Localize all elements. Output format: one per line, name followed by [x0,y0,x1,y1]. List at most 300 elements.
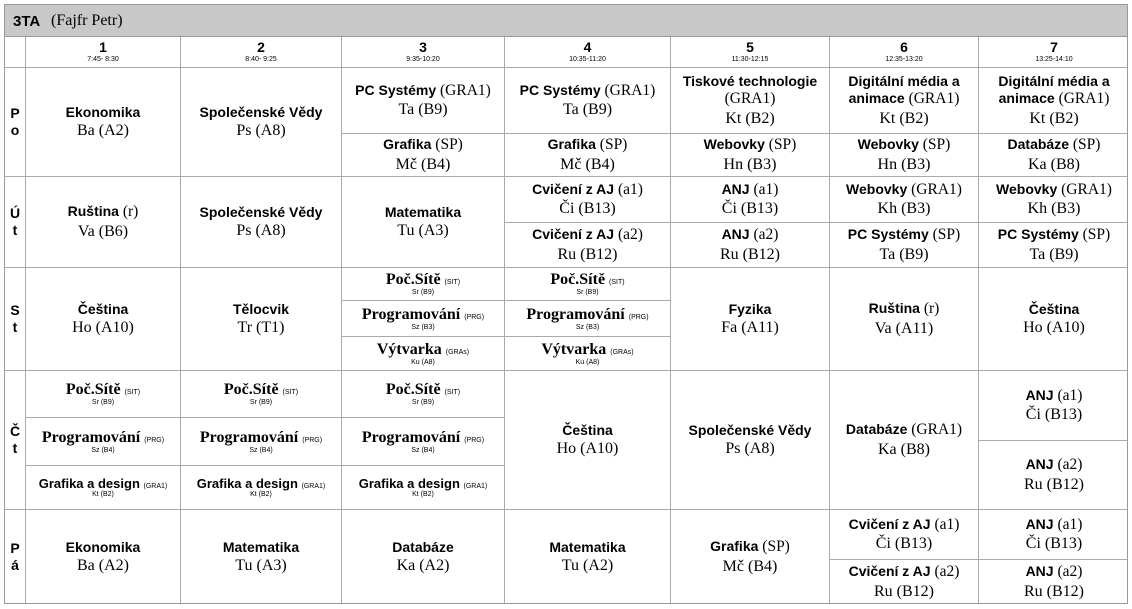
group-label: (a1) [617,180,643,198]
lesson-po_4a [505,68,671,134]
lesson-pa_7a [979,510,1128,560]
lesson-ut_6a [830,177,979,223]
lesson-ut_5a [671,177,830,223]
group-label: (r) [122,203,139,221]
lesson-st_6 [830,268,979,371]
subject-name [979,73,1128,108]
teacher-room: Ta (B9) [562,101,613,119]
subject-text: Programování [41,428,141,446]
lesson-po_1 [26,68,181,177]
teacher-room: Kt (B2) [725,109,775,127]
day-label-pa [5,510,26,604]
group-label: (GRA1) [724,90,776,107]
group-label: (SIT) [609,279,625,287]
lesson-st_4a [505,268,671,301]
subject-text: Grafika a design [196,475,298,491]
teacher-room: Či (B13) [875,535,933,553]
subject-name [849,516,960,535]
subject-text: Čeština [562,422,613,438]
teacher-room: Sz (B3) [575,323,600,331]
teacher-room: Tr (T1) [237,318,285,336]
period-time: 10:35-11:20 [569,56,606,64]
group-label: (a1) [753,180,779,198]
subject-name [532,226,643,245]
lesson-ut_7b [979,223,1128,268]
lesson-ct_4 [505,371,671,510]
teacher-room: Ru (B12) [1024,582,1084,600]
lesson-pa_4 [505,510,671,604]
subject-text: Ruština [868,300,920,317]
subject-name [998,226,1110,245]
teacher-room: Sr (B9) [576,289,599,297]
subject-text: Cvičení z AJ [848,563,931,580]
subject-text: Poč.Sítě [385,271,441,289]
group-label: (SP) [435,136,463,154]
group-label: (PRG) [628,313,649,321]
subject-text: Programování [526,305,625,323]
teacher-room: Ru (B12) [1024,475,1084,493]
lesson-ct_6 [830,371,979,510]
teacher-room: Ho (A10) [1023,318,1085,336]
subject-text: PC Systémy [519,81,601,98]
lesson-ct_5 [671,371,830,510]
teacher-room: Ru (B12) [720,245,780,263]
subject-name [722,226,779,245]
teacher-room: Hn (B3) [877,155,931,173]
subject-text: Cvičení z AJ [532,226,615,243]
subject-name [197,476,326,492]
subject-name [729,301,772,318]
subject-text: Výtvarka [376,340,442,358]
day-letter-2: t [12,440,18,456]
subject-text: Databáze [392,539,454,555]
teacher-room: Tu (A3) [397,221,449,239]
lesson-po_3b [342,134,505,177]
subject-text: Společenské Vědy [199,204,323,220]
group-label: (SP) [1072,136,1101,154]
period-header-4 [505,37,671,68]
group-label: (GRA1) [143,482,168,490]
lesson-pa_1 [26,510,181,604]
teacher-room: Ka (A2) [396,556,450,574]
group-label: (SP) [768,136,797,154]
teacher-room: Ru (B12) [557,245,618,263]
subject-name [68,203,139,222]
group-label: (a2) [617,226,643,244]
lesson-pa_5 [671,510,830,604]
lesson-st_4b [505,301,671,337]
teacher-room: Sr (B9) [411,399,435,407]
teacher-room: Ta (B9) [1029,245,1079,263]
subject-name [377,340,469,359]
subject-text: Matematika [384,204,462,220]
teacher-room: Kt (B2) [412,491,434,499]
subject-name [1029,301,1080,318]
teacher-room: Sr (B9) [411,289,435,297]
teacher-room: Ku (A8) [411,358,435,366]
subject-name [549,539,625,556]
subject-text: Grafika a design [358,475,460,491]
group-label: (SP) [1082,226,1111,244]
subject-text: PC Systémy [997,226,1079,243]
subject-text: Fyzika [728,301,772,317]
teacher-room: Sr (B9) [249,399,273,407]
group-label: (SIT) [282,389,299,397]
subject-text: Programování [361,428,461,446]
subject-name [386,380,460,399]
group-label: (r) [923,300,940,318]
subject-name [78,301,129,318]
lesson-st_3b [342,301,505,337]
subject-text: Ekonomika [65,104,141,120]
teacher-room: Va (B6) [77,222,129,240]
group-label: (a2) [753,226,779,244]
subject-name [1026,456,1083,475]
group-label: (PRG) [464,313,485,321]
subject-text: Poč.Sítě [223,381,279,399]
teacher-room: Ka (B8) [1028,155,1080,173]
lesson-ut_7a [979,177,1128,223]
subject-name [689,422,812,439]
subject-name [1026,563,1083,582]
subject-name [383,136,463,155]
subject-text: Tiskové technologie [682,73,818,90]
group-label: (a2) [1057,456,1083,474]
day-label-po [5,68,26,177]
lesson-po_6b [830,134,979,177]
lesson-po_4b [505,134,671,177]
group-label: (GRAs) [610,348,634,356]
lesson-po_6a [830,68,979,134]
period-number: 6 [900,39,908,56]
subject-text: Ruština [67,203,119,220]
subject-name [830,73,978,108]
subject-name [200,428,322,447]
subject-name [858,136,951,155]
lesson-po_2 [181,68,342,177]
teacher-room: Či (B13) [721,200,779,218]
lesson-st_2 [181,268,342,371]
group-label: (a1) [1057,386,1083,404]
period-number: 3 [419,39,427,56]
teacher-room: Či (B13) [1025,406,1083,424]
lesson-pa_6a [830,510,979,560]
teacher-room: Va (A11) [874,319,934,337]
lesson-ct_3a [342,371,505,418]
lesson-ct_3c [342,466,505,510]
subject-text: ANJ [1025,456,1054,473]
subject-name [392,539,453,556]
subject-name [66,380,140,399]
period-time: 12:35-13:20 [885,56,923,64]
day-letter-1: Č [9,423,21,440]
period-header-6 [830,37,979,68]
lesson-ct_7b [979,441,1128,510]
subject-name [1026,516,1083,535]
lesson-pa_2 [181,510,342,604]
teacher-room: Sz (B4) [91,446,115,454]
teacher-room: Kh (B3) [877,200,931,218]
subject-text: Čeština [77,301,129,317]
subject-text: Programování [361,305,461,323]
lesson-ct_1c [26,466,181,510]
subject-name [66,104,141,121]
lesson-st_5 [671,268,830,371]
subject-name [233,301,289,318]
subject-text: Tělocvik [232,301,290,317]
subject-text: Grafika [383,136,432,153]
subject-name [355,82,491,101]
period-number: 1 [99,39,107,56]
teacher-room: Ku (A8) [575,358,600,366]
subject-name [385,204,461,221]
subject-text: Databáze [845,421,908,438]
group-label: (GRA1) [440,81,491,99]
group-label: (PRG) [464,436,485,444]
lesson-st_3a [342,268,505,301]
group-label: (SIT) [444,279,461,287]
subject-name [223,539,299,556]
class-name: 3TA [13,13,41,30]
lesson-pa_7b [979,560,1128,604]
subject-name [200,204,323,221]
teacher-room: Ho (A10) [556,439,619,457]
subject-name [386,270,460,289]
group-label: (SP) [922,136,951,154]
subject-text: Programování [199,428,299,446]
subject-text: ANJ [1025,563,1054,580]
lesson-ct_7a [979,371,1128,441]
subject-name [846,181,962,200]
lesson-ut_3 [342,177,505,268]
subject-text: Čeština [1028,301,1080,317]
period-number: 4 [583,39,592,56]
subject-text: Cvičení z AJ [848,515,931,532]
subject-text: ANJ [721,180,750,197]
subject-name [1026,387,1083,406]
subject-text: Grafika a design [38,475,140,491]
teacher-room: Sz (B4) [411,446,435,454]
subject-text: Matematika [222,539,300,555]
period-time: 7:45- 8:30 [87,56,119,64]
subject-text: Grafika [710,538,759,555]
teacher-room: Mč (B4) [722,557,778,575]
subject-text: Cvičení z AJ [532,180,615,197]
teacher-room: Fa (A11) [721,318,779,336]
period-time: 13:25-14:10 [1035,56,1073,64]
subject-name [846,421,962,440]
period-header-2 [181,37,342,68]
subject-name [224,380,298,399]
group-label: (GRA1) [911,421,963,439]
teacher-room: Kt (B2) [1029,109,1079,127]
group-label: (SP) [932,226,961,244]
day-letter-1: Ú [9,205,21,222]
teacher-room: Ka (B8) [878,440,930,458]
group-label: (a1) [1057,515,1083,533]
lesson-ct_3b [342,418,505,466]
lesson-ut_6b [830,223,979,268]
period-header-5 [671,37,830,68]
subject-name [550,270,624,289]
subject-name [359,476,488,492]
subject-text: Webovky [857,136,919,153]
subject-text: Digitální média a animace [998,73,1110,106]
subject-text: Poč.Sítě [550,271,606,289]
lesson-po_5a [671,68,830,134]
subject-text: Poč.Sítě [65,381,121,399]
teacher-room: Ru (B12) [874,582,934,600]
timetable [4,4,1128,604]
subject-name [520,82,656,101]
period-header-3 [342,37,505,68]
teacher-room: Ho (A10) [72,318,134,336]
subject-name [1008,136,1101,155]
subject-text: Webovky [703,136,765,153]
subject-name [996,181,1112,200]
subject-text: Matematika [549,539,626,555]
lesson-st_7 [979,268,1128,371]
subject-text: Společenské Vědy [199,104,323,120]
day-letter-2: á [11,557,19,573]
group-label: (SP) [762,538,790,556]
subject-name [710,538,790,557]
teacher-room: Či (B13) [559,200,616,218]
day-letter-2: t [12,319,18,335]
subject-text: Grafika [547,136,596,153]
day-letter-2: o [10,122,20,138]
teacher-room: Sz (B4) [249,446,273,454]
group-label: (a2) [1057,563,1083,581]
subject-text: ANJ [1025,515,1054,532]
lesson-ut_4a [505,177,671,223]
subject-text: Databáze [1007,136,1069,153]
teacher-room: Ps (A8) [236,121,286,139]
teacher-room: Ba (A2) [77,121,129,139]
group-label: (GRAs) [445,348,470,356]
group-label: (PRG) [144,436,165,444]
title-bar [5,5,1127,37]
group-label: (a2) [934,563,960,581]
lesson-st_1 [26,268,181,371]
subject-name [362,428,484,447]
subject-name [541,340,633,359]
group-label: (a1) [934,515,960,533]
lesson-pa_3 [342,510,505,604]
teacher-room: Kh (B3) [1027,200,1081,218]
group-label: (SP) [599,136,628,154]
group-label: (GRA1) [1058,90,1110,107]
lesson-ct_1a [26,371,181,418]
subject-name [42,428,164,447]
subject-name [548,136,628,155]
subject-text: ANJ [1025,386,1054,403]
day-letter-2: t [12,222,18,238]
subject-text: Poč.Sítě [385,381,441,399]
lesson-st_3c [342,337,505,371]
period-header-1 [26,37,181,68]
subject-name [532,181,643,200]
lesson-pa_6b [830,560,979,604]
lesson-ut_1 [26,177,181,268]
teacher-room: Kt (B2) [879,109,929,127]
teacher-room: Ps (A8) [725,439,775,457]
group-label: (GRA1) [1061,180,1112,198]
day-label-ut [5,177,26,268]
teacher-room: Tu (A2) [561,556,614,574]
subject-text: Výtvarka [541,340,607,358]
subject-name [362,305,484,324]
group-label: (GRA1) [908,90,960,107]
period-header-7 [979,37,1128,68]
lesson-ct_2c [181,466,342,510]
teacher-room: Ta (B9) [398,101,448,119]
lesson-st_4c [505,337,671,371]
teacher-room: Mč (B4) [395,155,451,173]
subject-name [704,136,797,155]
lesson-ct_2b [181,418,342,466]
subject-name [66,539,141,556]
subject-text: Digitální média a animace [848,73,960,106]
teacher-room: Tu (A3) [235,556,287,574]
teacher-room: Kt (B2) [92,491,114,499]
subject-name [39,476,168,492]
group-label: (PRG) [302,436,323,444]
lesson-po_3a [342,68,505,134]
lesson-po_7b [979,134,1128,177]
subject-text: Webovky [846,180,908,197]
group-label: (GRA1) [604,81,656,99]
lesson-po_5b [671,134,830,177]
period-time: 9:35-10:20 [406,56,440,64]
teacher-room: Kt (B2) [250,491,272,499]
lesson-po_7a [979,68,1128,134]
lesson-ut_4b [505,223,671,268]
subject-text: PC Systémy [355,81,437,98]
day-label-st [5,268,26,371]
group-label: (SIT) [444,389,461,397]
teacher-room: Hn (B3) [723,155,777,173]
lesson-ct_1b [26,418,181,466]
day-label-ct [5,371,26,510]
period-number: 2 [257,39,265,56]
day-letter-1: P [10,105,20,122]
group-label: (GRA1) [301,482,326,490]
group-label: (GRA1) [463,482,488,490]
period-time: 8:40- 9:25 [245,56,277,64]
period-time: 11:30-12:15 [731,56,769,64]
teacher-room: Ta (B9) [879,245,929,263]
lesson-ct_2a [181,371,342,418]
subject-text: Ekonomika [65,539,141,555]
group-label: (SIT) [124,389,141,397]
subject-name [671,73,829,108]
teacher-room: Či (B13) [1025,535,1083,553]
period-number: 7 [1050,39,1058,56]
subject-name [848,226,960,245]
subject-name [849,563,960,582]
teacher-room: Ps (A8) [236,221,286,239]
day-letter-1: S [10,302,20,319]
subject-text: ANJ [721,226,750,243]
subject-text: PC Systémy [847,226,929,243]
lesson-ut_5b [671,223,830,268]
subject-name [722,181,779,200]
group-label: (GRA1) [911,180,962,198]
teacher-room: Sz (B3) [411,323,435,331]
subject-name [526,305,648,324]
subject-text: Společenské Vědy [688,422,812,438]
